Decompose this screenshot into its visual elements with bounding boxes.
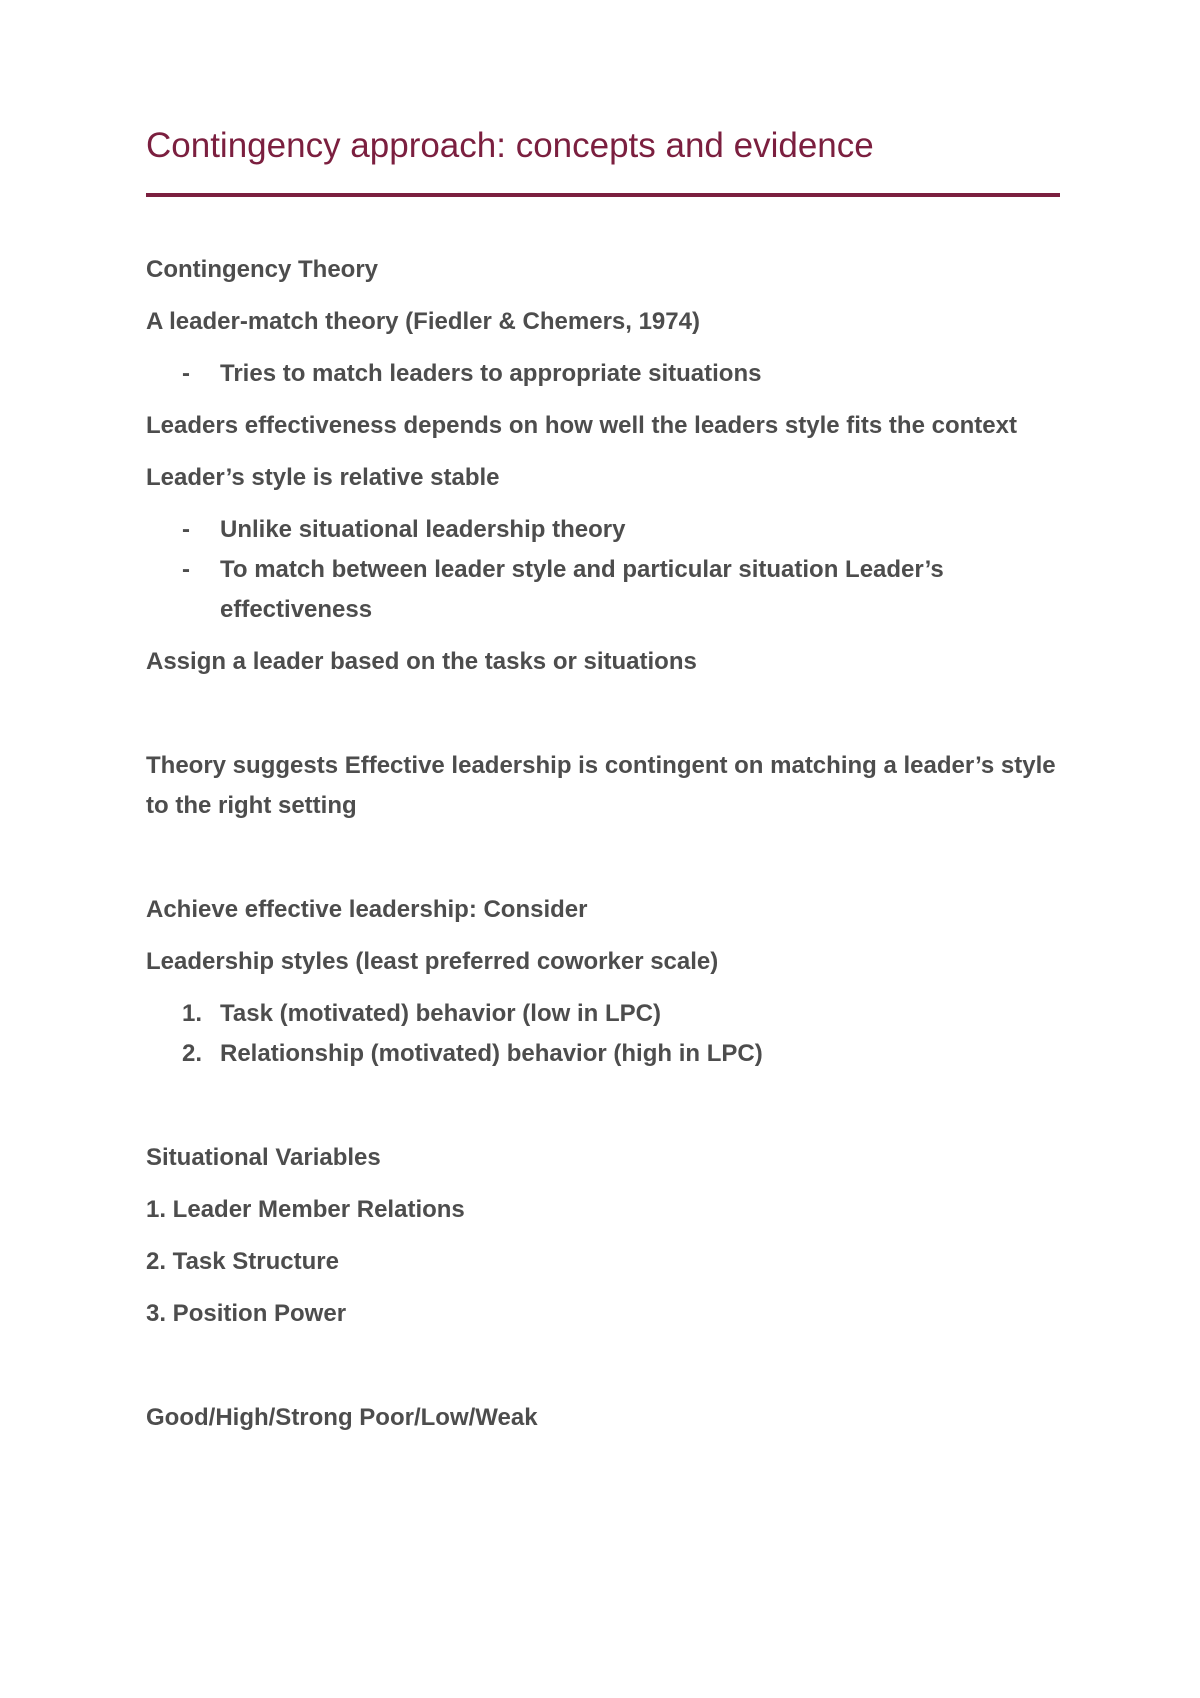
list-item [146,1034,1060,1074]
numbered-list [146,994,1060,1074]
paragraph: Assign a leader based on the tasks or situations [146,648,697,675]
list-item-text: Unlike situational leadership theory [220,516,626,543]
paragraph: Good/High/Strong Poor/Low/Weak [146,1404,538,1431]
list-item-text: Relationship (motivated) behavior (high in LPC) [220,1040,763,1067]
paragraph: Leadership styles (least preferred coworker scale) [146,948,719,975]
paragraph: A leader-match theory (Fiedler & Chemers, 1974) [146,308,700,335]
list-number: 1. [182,1000,203,1027]
list-item [146,354,1060,394]
list-number: 2. [182,1040,203,1067]
list-item [146,994,1060,1034]
document-body [146,250,1060,1450]
paragraph: 2. Task Structure [146,1248,339,1275]
section-heading: Situational Variables [146,1144,381,1171]
list-item [146,550,1060,630]
page-title: Contingency approach: concepts and evidence [146,126,874,165]
bullet-list [146,510,1060,630]
list-item-text: Tries to match leaders to appropriate situations [220,360,762,387]
list-item-text: Task (motivated) behavior (low in LPC) [220,1000,661,1027]
bullet-marker: - [182,516,190,543]
bullet-marker: - [182,360,190,387]
bullet-marker: - [182,556,190,583]
bullet-list [146,354,1060,394]
paragraph: Leaders effectiveness depends on how well the leaders style fits the context [146,412,1017,439]
list-item [146,510,1060,550]
paragraph: Achieve effective leadership: Consider [146,896,588,923]
section-heading: Contingency Theory [146,256,379,283]
paragraph: 1. Leader Member Relations [146,1196,465,1223]
title-underline-rule [146,193,1060,197]
paragraph: Theory suggests Effective leadership is contingent on matching a leader’s style to the right setting [146,752,1056,819]
list-item-text: To match between leader style and particular situation Leader’s effectiveness [220,556,944,623]
paragraph: Leader’s style is relative stable [146,464,500,491]
paragraph: 3. Position Power [146,1300,347,1327]
